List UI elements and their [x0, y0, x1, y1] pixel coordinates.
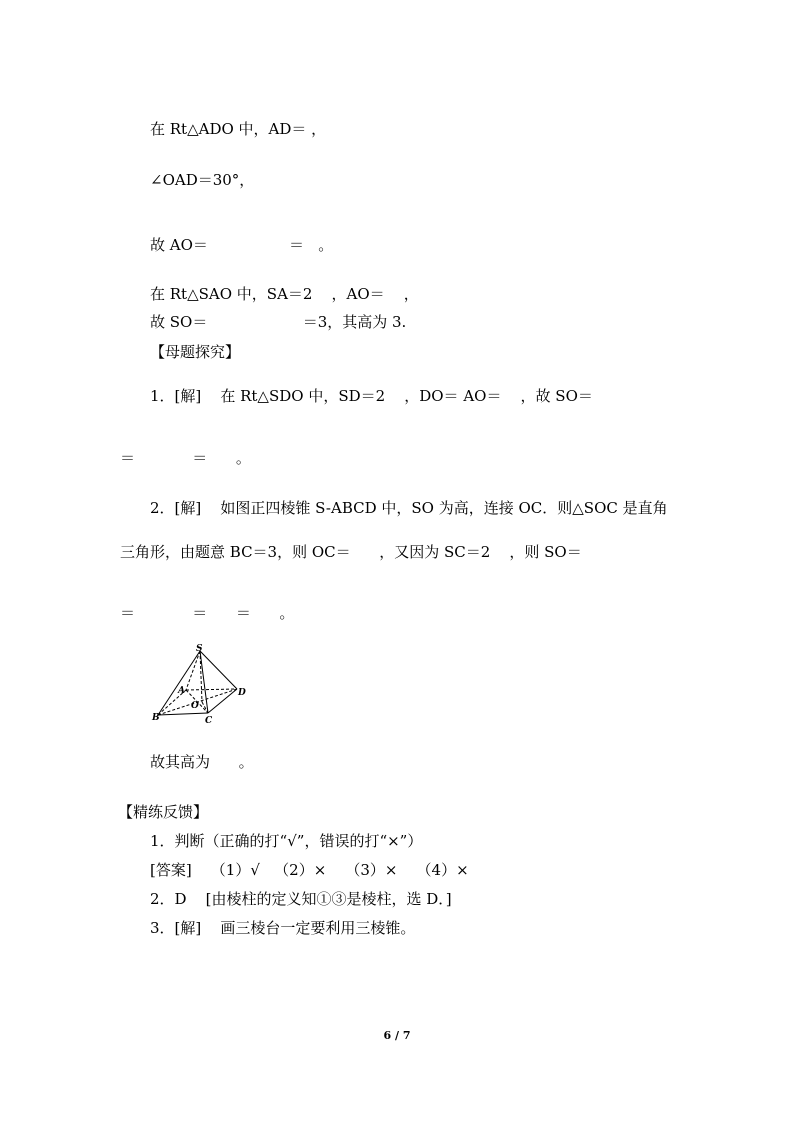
text-line-5: 故 SO＝ ＝3，其高为 3.	[150, 313, 407, 331]
vertex-label-c: C	[205, 716, 213, 724]
text-line-11: ＝ ＝ ＝ 。	[120, 604, 295, 622]
text-line-10: 三角形，由题意 BC＝3，则 OC＝ ，又因为 SC＝2 ，则 SO＝	[120, 543, 582, 561]
vertex-label-a: A	[178, 686, 185, 696]
text-line-12: 故其高为 。	[150, 753, 254, 771]
vertex-label-s: S	[196, 644, 203, 654]
text-line-2: ∠OAD＝30°，	[150, 171, 255, 189]
text-line-4: 在 Rt△SAO 中，SA＝2 ，AO＝ ，	[150, 285, 419, 303]
text-line-1: 在 Rt△ADO 中，AD＝ ，	[150, 120, 327, 138]
text-line-14: 1．判断（正确的打“√”，错误的打“×”）	[150, 832, 423, 850]
section-heading-practice-feedback: 【精练反馈】	[118, 803, 209, 821]
section-heading-mother-problem: 【母题探究】	[150, 343, 241, 361]
vertex-label-b: B	[152, 713, 160, 723]
pyramid-figure	[150, 642, 255, 724]
text-line-9: 2．[解] 如图正四棱锥 S-ABCD 中，SO 为高，连接 OC．则△SOC 是直角	[150, 499, 668, 517]
text-line-15: [答案] （1）√ （2）× （3）× （4）×	[150, 861, 469, 879]
text-line-16: 2．D [由棱柱的定义知①③是棱柱，选 D．]	[150, 890, 452, 908]
text-line-7: 1．[解] 在 Rt△SDO 中，SD＝2 ，DO＝ AO＝ ，故 SO＝	[150, 387, 593, 405]
vertex-label-d: D	[238, 688, 246, 698]
page-number: 6 / 7	[383, 1029, 411, 1042]
text-line-17: 3．[解] 画三棱台一定要利用三棱锥。	[150, 919, 416, 937]
text-line-8: ＝ ＝ 。	[120, 449, 251, 467]
vertex-label-o: O	[191, 701, 199, 711]
text-line-3: 故 AO＝ ＝ 。	[150, 236, 334, 254]
